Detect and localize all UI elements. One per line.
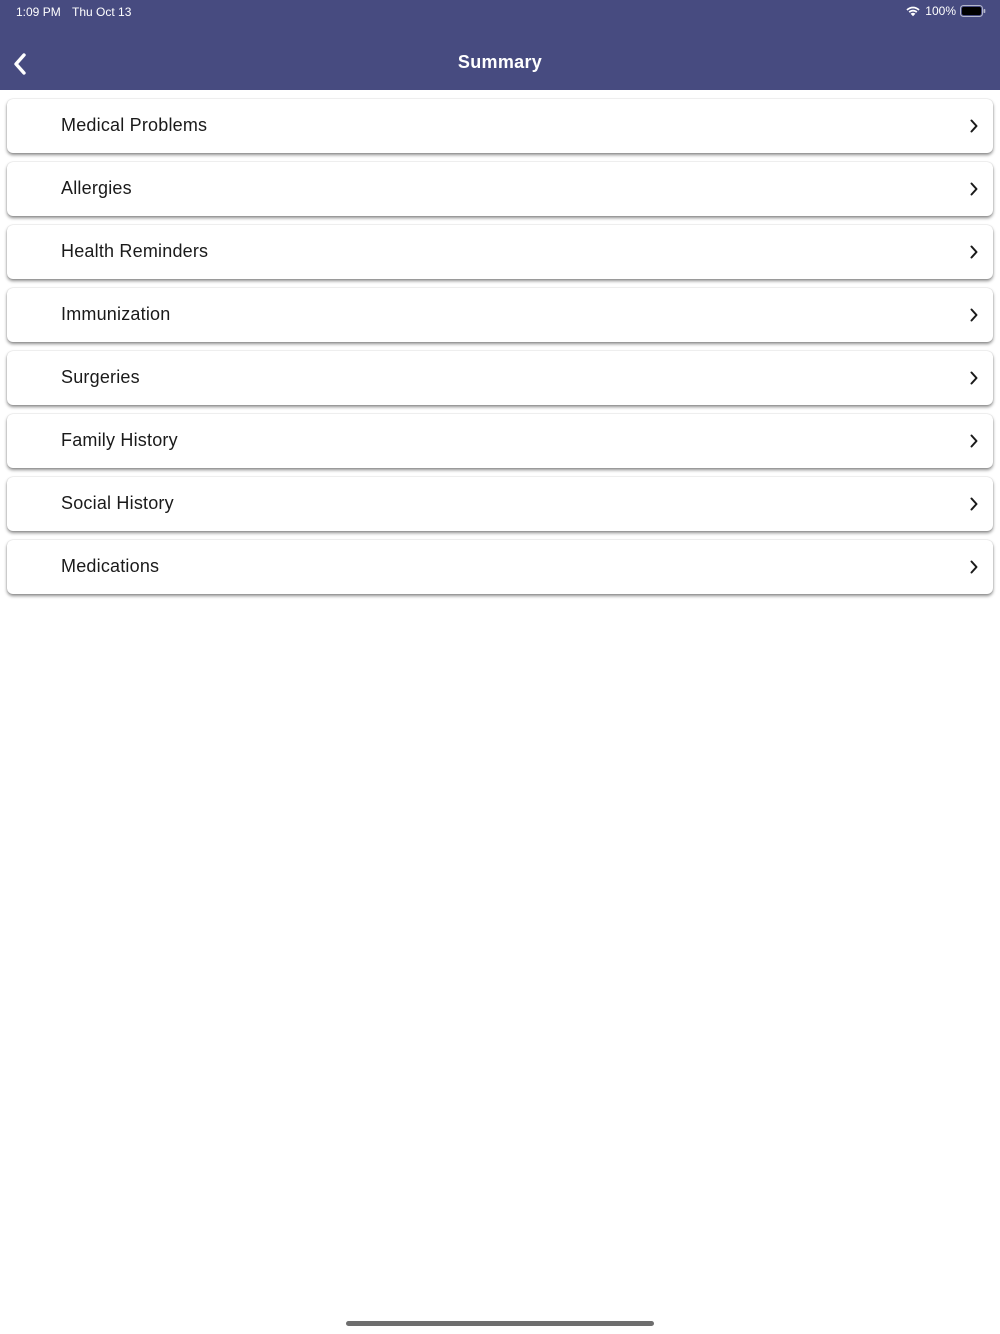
navigation-header [0, 0, 1000, 90]
list-item-label: Medical Problems [61, 115, 208, 135]
list-item-label: Medications [61, 556, 160, 576]
list-item-health-reminders[interactable] [7, 225, 993, 279]
list-item-medications[interactable] [7, 540, 993, 594]
wifi-icon [905, 5, 921, 17]
battery-percentage: 100% [925, 4, 956, 18]
chevron-right-icon [969, 307, 979, 323]
list-item-label: Health Reminders [61, 241, 209, 261]
list-item-social-history[interactable] [7, 477, 993, 531]
list-item-label: Allergies [61, 178, 132, 198]
list-item-label: Family History [61, 430, 178, 450]
list-item-label: Surgeries [61, 367, 140, 387]
list-item-surgeries[interactable] [7, 351, 993, 405]
status-time: 1:09 PM [16, 5, 61, 19]
chevron-right-icon [969, 370, 979, 386]
list-item-allergies[interactable] [7, 162, 993, 216]
list-item-medical-problems[interactable] [7, 99, 993, 153]
chevron-right-icon [969, 559, 979, 575]
chevron-right-icon [969, 496, 979, 512]
chevron-right-icon [969, 244, 979, 260]
list-item-immunization[interactable] [7, 288, 993, 342]
chevron-right-icon [969, 118, 979, 134]
list-item-family-history[interactable] [7, 414, 993, 468]
home-indicator[interactable] [346, 1321, 654, 1326]
chevron-right-icon [969, 433, 979, 449]
status-indicators [905, 4, 986, 18]
page-title: Summary [457, 52, 543, 72]
list-item-label: Immunization [61, 304, 171, 324]
status-date: Thu Oct 13 [72, 5, 132, 19]
chevron-right-icon [969, 181, 979, 197]
list-item-label: Social History [61, 493, 174, 513]
battery-icon [960, 5, 986, 17]
summary-list [7, 99, 993, 603]
